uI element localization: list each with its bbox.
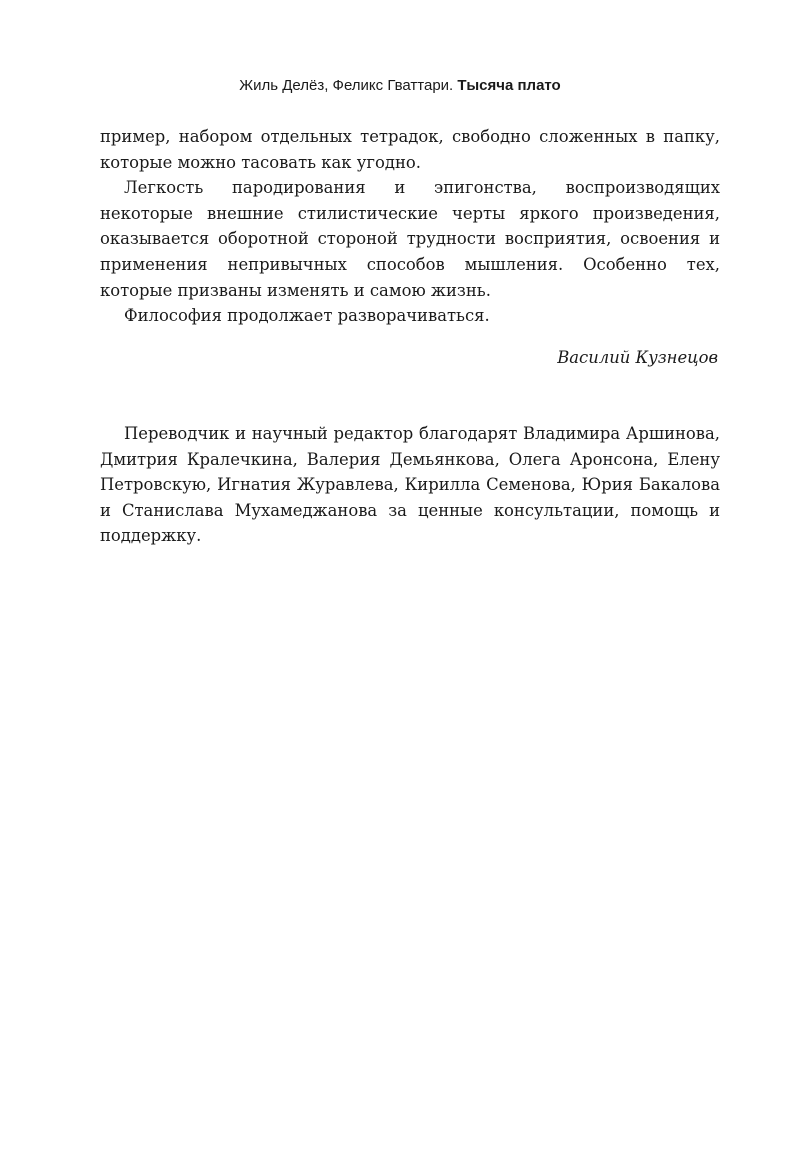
paragraph-1: пример, набором отдельных тетрадок, свободно сложенных в папку, которые можно тасовать как угодно. — [100, 127, 720, 172]
header-book-title: Тысяча плато — [457, 77, 561, 94]
paragraph-3: Философия продолжает разворачиваться. — [124, 306, 490, 326]
main-text — [100, 124, 720, 329]
acknowledgement — [100, 421, 720, 549]
paragraph-2: Легкость пародирования и эпигонства, воспроизводящих некоторые внешние стилистические черты яркого произведения, оказывается оборотной стороной трудности восприятия, освоения и применения непривычных способов мышления. Особенно тех, которые призваны изменять и самою жизнь. — [100, 178, 720, 300]
running-header — [0, 76, 800, 96]
acknowledgement-paragraph: Переводчик и научный редактор благодарят Владимира Аршинова, Дмитрия Кралечкина, Валерия Демьянкова, Олега Аронсона, Елену Петровскую, Игнатия Журавлева, Кирилла Семенова, Юрия Бакалова и Станислава Мухамеджанова за ценные консультации, помощь и поддержку. — [100, 424, 720, 546]
header-authors: Жиль Делёз, Феликс Гваттари. — [239, 77, 454, 94]
author-signature: Василий Кузнецов — [557, 348, 718, 367]
